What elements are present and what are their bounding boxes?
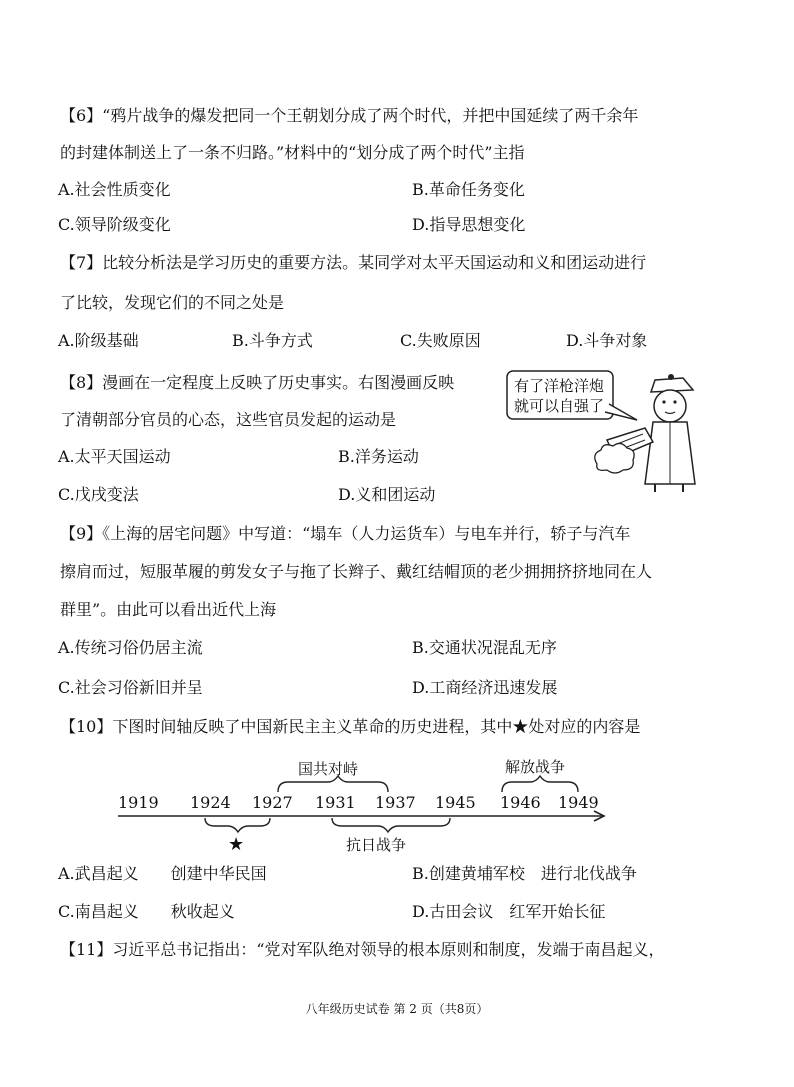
bubble-text-line1: 有了洋枪洋炮 [514,377,605,395]
year-1924: 1924 [190,793,231,812]
brace-1946-1949 [502,776,578,792]
q8-stem-line2: 了清朝部分官员的心态，这些官员发起的运动是 [60,410,397,429]
q10-option-b: B.创建黄埔军校 进行北伐战争 [412,864,637,883]
qing-official-cartoon [505,368,705,496]
q7-option-a: A.阶级基础 [58,331,139,350]
year-1949: 1949 [558,793,599,812]
star-marker: ★ [228,834,245,852]
q9-option-d: D.工商经济迅速发展 [412,678,558,697]
brace-1931-1945 [332,818,450,832]
q9-option-a: A.传统习俗仍居主流 [58,638,203,657]
year-1946: 1946 [500,793,541,812]
label-anti-japanese-war: 抗日战争 [346,836,407,852]
q9-stem-line1: 【9】《上海的居宅问题》中写道：“塌车（人力运货车）与电车并行，轿子与汽车 [60,524,631,543]
q8-option-c: C.戊戌变法 [58,485,139,504]
q9-stem-line3: 群里”。由此可以看出近代上海 [60,600,277,619]
q10-option-c: C.南昌起义 秋收起义 [58,902,235,921]
q7-option-b: B.斗争方式 [232,331,313,350]
official-head [654,390,686,422]
q11-stem-line1: 【11】习近平总书记指出：“党对军队绝对领导的根本原则和制度，发端于南昌起义， [60,940,665,959]
q9-stem-line2: 擦肩而过，短服革履的剪发女子与拖了长辫子、戴红结帽顶的老少拥拥挤挤地同在人 [60,562,653,581]
q6-option-c: C.领导阶级变化 [58,215,171,234]
label-liberation-war: 解放战争 [505,758,566,776]
q6-option-d: D.指导思想变化 [412,215,526,234]
year-1919: 1919 [118,793,159,812]
year-1937: 1937 [375,793,416,812]
year-1931: 1931 [315,793,356,812]
smoke-cloud [595,443,634,473]
q7-option-c: C.失败原因 [400,331,481,350]
q7-stem-line1: 【7】比较分析法是学习历史的重要方法。某同学对太平天国运动和义和团运动进行 [60,253,647,272]
q6-stem-line2: 的封建体制送上了一条不归路。”材料中的“划分成了两个时代”主指 [60,143,525,162]
q10-option-a: A.武昌起义 创建中华民国 [58,864,267,883]
q7-stem-line2: 了比较，发现它们的不同之处是 [60,293,285,312]
bubble-text-line2: 就可以自强了 [514,397,605,415]
q8-stem-line1: 【8】漫画在一定程度上反映了历史事实。右图漫画反映 [60,373,455,392]
q8-option-b: B.洋务运动 [338,447,419,466]
year-1927: 1927 [252,793,293,812]
q8-option-d: D.义和团运动 [338,485,436,504]
q6-option-a: A.社会性质变化 [58,180,171,199]
q9-option-b: B.交通状况混乱无序 [412,638,557,657]
timeline-drawing [110,752,610,852]
q7-option-d: D.斗争对象 [566,331,648,350]
q8-option-a: A.太平天国运动 [58,447,171,466]
year-1945: 1945 [435,793,476,812]
brace-1924-1927 [205,818,270,832]
page-footer: 八年级历史试卷 第 2 页（共8页） [305,1002,489,1016]
q6-option-b: B.革命任务变化 [412,180,525,199]
q10-option-d: D.古田会议 红军开始长征 [412,902,606,921]
q9-option-c: C.社会习俗新旧并呈 [58,678,203,697]
hat-button [668,374,674,380]
label-kmt-cpc-confrontation: 国共对峙 [298,760,359,778]
q6-stem-line1: 【6】“鸦片战争的爆发把同一个王朝划分成了两个时代，并把中国延续了两千余年 [60,106,639,125]
revolution-timeline [110,752,610,852]
q10-stem-line1: 【10】下图时间轴反映了中国新民主主义革命的历史进程，其中★处对应的内容是 [60,717,641,736]
brace-1927-1937 [278,776,388,792]
cartoon-drawing [505,368,705,496]
